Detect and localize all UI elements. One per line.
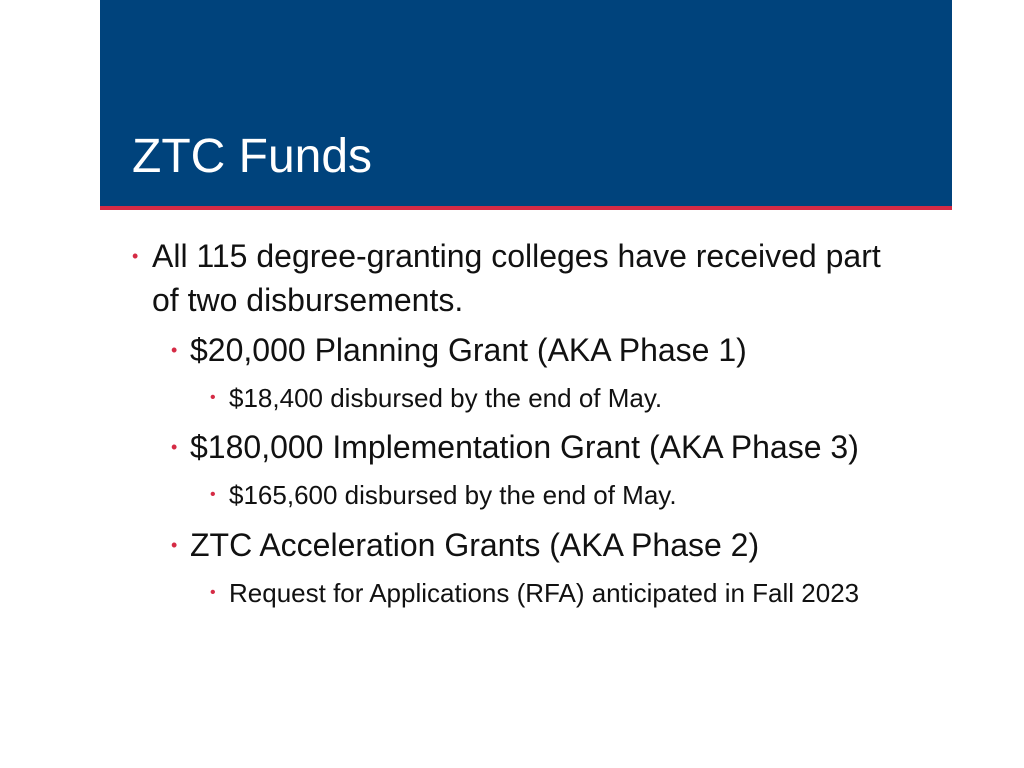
bullet-text: $20,000 Planning Grant (AKA Phase 1): [190, 332, 747, 368]
bullet-text: Request for Applications (RFA) anticipated in Fall 2023: [229, 578, 860, 608]
bullet-level3-planning-disbursed: [210, 381, 929, 415]
bullet-dot-icon: •: [210, 486, 216, 503]
bullet-text: $18,400 disbursed by the end of May.: [229, 383, 663, 413]
bullet-text: $165,600 disbursed by the end of May.: [229, 480, 677, 510]
bullet-level3-rfa: [210, 576, 929, 610]
slide-title: ZTC Funds: [132, 130, 373, 183]
bullet-text: ZTC Acceleration Grants (AKA Phase 2): [190, 527, 760, 563]
bullet-level3-implementation-disbursed: [210, 478, 929, 512]
bullet-level2-planning-grant: [171, 330, 747, 370]
bullet-dot-icon: •: [210, 389, 216, 406]
bullet-dot-icon: •: [171, 340, 178, 360]
bullet-dot-icon: •: [171, 437, 178, 457]
bullet-dot-icon: •: [171, 535, 178, 555]
bullet-text: All 115 degree-granting colleges have received part of two disbursements.: [152, 238, 881, 318]
bullet-text: $180,000 Implementation Grant (AKA Phase 3): [190, 429, 859, 465]
bullet-dot-icon: •: [210, 584, 216, 601]
bullet-level2-implementation-grant: [171, 427, 859, 467]
bullet-dot-icon: •: [132, 246, 139, 266]
bullet-level1: [132, 234, 912, 322]
bullet-level2-acceleration-grants: [171, 525, 760, 565]
